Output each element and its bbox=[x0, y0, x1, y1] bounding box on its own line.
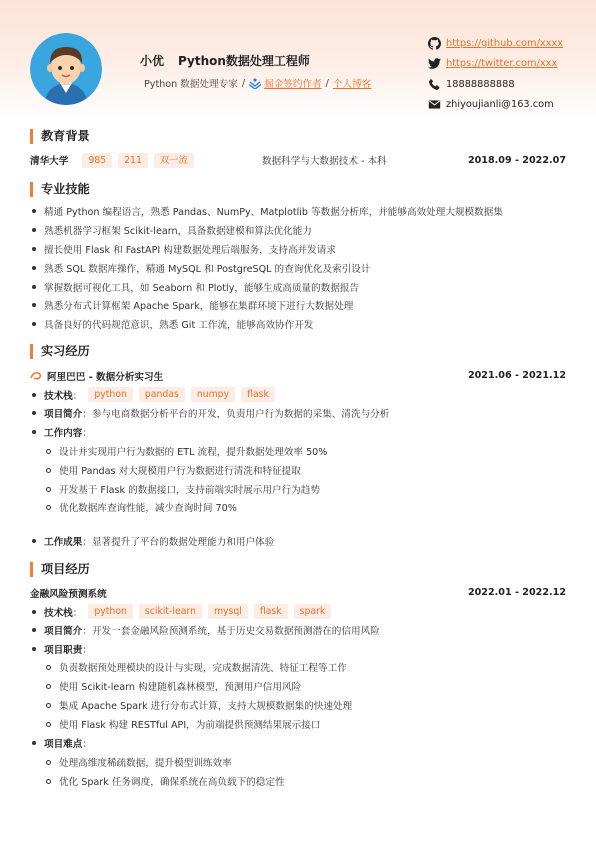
skill-item: 擅长使用 Flask 和 FastAPI 构建数据处理后端服务，支持高并发请求 bbox=[32, 242, 336, 256]
school-tag: 双一流 bbox=[154, 153, 194, 168]
school-tag: 211 bbox=[118, 153, 148, 168]
twitter-link[interactable]: https://twitter.com/xxx bbox=[446, 58, 558, 70]
contact-twitter bbox=[428, 54, 563, 75]
job-title: Python数据处理工程师 bbox=[178, 54, 310, 68]
stack-tag: flask bbox=[254, 604, 288, 619]
duty-item: 使用 Scikit-learn 构建随机森林模型，预测用户信用风险 bbox=[46, 679, 301, 693]
skill-item: 掌握数据可视化工具，如 Seaborn 和 Plotly，能够生成高质量的数据报告 bbox=[32, 280, 359, 294]
difficulty-item: 处理高维度稀疏数据，提升模型训练效率 bbox=[46, 755, 232, 769]
section-title-project: 项目经历 bbox=[30, 562, 90, 577]
education-period: 2018.09 - 2022.07 bbox=[467, 154, 566, 166]
internship-period: 2021.06 - 2021.12 bbox=[467, 370, 566, 381]
project-difficulty-label: 项目难点 ： bbox=[32, 736, 92, 750]
separator: / bbox=[325, 77, 329, 89]
contact-phone bbox=[428, 74, 563, 95]
tagline: Python 数据处理专家 bbox=[144, 79, 238, 90]
separator: / bbox=[241, 77, 246, 89]
stack-tag: flask bbox=[241, 387, 275, 402]
project-header bbox=[30, 585, 566, 600]
difficulty-item: 优化 Spark 任务调度，确保系统在高负载下的稳定性 bbox=[46, 774, 285, 788]
mail-icon bbox=[428, 98, 441, 111]
name-line bbox=[140, 52, 310, 69]
stack-tag: spark bbox=[294, 604, 332, 619]
email-address: zhiyoujianli@163.com bbox=[446, 99, 554, 111]
education-row bbox=[30, 152, 566, 168]
duty-item: 使用 Flask 构建 RESTful API，为前端提供预测结果展示接口 bbox=[46, 717, 320, 731]
skill-item: 熟悉机器学习框架 Scikit-learn，具备数据建模和算法优化能力 bbox=[32, 223, 312, 237]
stack-tag: mysql bbox=[208, 604, 248, 619]
internship-work-label: 工作内容 ： bbox=[32, 425, 92, 439]
skill-item: 熟悉分布式计算框架 Apache Spark，能够在集群环境下进行大数据处理 bbox=[32, 298, 353, 312]
school-tag: 985 bbox=[82, 153, 112, 168]
personal-blog-link[interactable]: 个人博客 bbox=[332, 79, 372, 90]
skill-item: 熟悉 SQL 数据库操作，精通 MySQL 和 PostgreSQL 的查询优化及索引设计 bbox=[32, 261, 370, 275]
contact-email bbox=[428, 95, 563, 116]
project-period: 2022.01 - 2022.12 bbox=[467, 587, 566, 598]
work-item: 设计并实现用户行为数据的 ETL 流程，提升数据处理效率 50% bbox=[46, 444, 327, 458]
work-item: 开发基于 Flask 的数据接口，支持前端实时展示用户行为趋势 bbox=[46, 482, 320, 496]
twitter-icon bbox=[428, 57, 441, 70]
stack-tag: scikit-learn bbox=[139, 604, 202, 619]
company-role: 阿里巴巴 - 数据分析实习生 bbox=[47, 371, 164, 383]
section-title-education: 教育背景 bbox=[30, 129, 90, 144]
skill-item: 具备良好的代码规范意识，熟悉 Git 工作流，能够高效协作开发 bbox=[32, 317, 313, 331]
duty-item: 负责数据预处理模块的设计与实现，完成数据清洗、特征工程等工作 bbox=[46, 660, 347, 674]
school-name: 清华大学 bbox=[30, 156, 69, 167]
contact-list bbox=[428, 33, 563, 115]
stack-tag: python bbox=[88, 604, 133, 619]
project-duty-label: 项目职责 ： bbox=[32, 642, 92, 656]
stack-tag: numpy bbox=[191, 387, 235, 402]
tagline-row bbox=[144, 76, 371, 90]
internship-header bbox=[30, 368, 566, 383]
internship-intro: 项目简介 ： 参与电商数据分析平台的开发，负责用户行为数据的采集、清洗与分析 bbox=[32, 406, 389, 420]
section-title-skills: 专业技能 bbox=[30, 182, 90, 197]
stack-tag: python bbox=[88, 387, 133, 402]
internship-stack: 技术栈 ： python pandas numpy flask bbox=[32, 387, 275, 402]
section-title-internship: 实习经历 bbox=[30, 344, 90, 359]
resume-header bbox=[0, 0, 596, 120]
work-item: 优化数据库查询性能，减少查询时间 70% bbox=[46, 500, 237, 514]
juejin-icon bbox=[249, 77, 261, 89]
github-link[interactable]: https://github.com/xxxx bbox=[446, 37, 564, 49]
stack-tag: pandas bbox=[139, 387, 185, 402]
project-name: 金融风险预测系统 bbox=[30, 588, 107, 600]
alibaba-icon bbox=[30, 371, 42, 381]
project-stack: 技术栈 ： python scikit-learn mysql flask spark bbox=[32, 604, 331, 619]
avatar bbox=[30, 33, 102, 105]
major: 数据科学与大数据技术 - 本科 bbox=[262, 156, 387, 167]
work-item: 使用 Pandas 对大规模用户行为数据进行清洗和特征提取 bbox=[46, 463, 301, 477]
skill-item: 精通 Python 编程语言，熟悉 Pandas、NumPy、Matplotlib 等数据分析库，并能够高效处理大规模数据集 bbox=[32, 204, 503, 218]
phone-number: 18888888888 bbox=[446, 78, 515, 90]
github-icon bbox=[428, 37, 441, 50]
internship-result: 工作成果 ： 显著提升了平台的数据处理能力和用户体验 bbox=[32, 534, 274, 548]
phone-icon bbox=[428, 78, 441, 91]
contact-github bbox=[428, 33, 563, 54]
project-intro: 项目简介 ： 开发一套金融风险预测系统，基于历史交易数据预测潜在的信用风险 bbox=[32, 623, 380, 637]
duty-item: 集成 Apache Spark 进行分布式计算，支持大规模数据集的快速处理 bbox=[46, 698, 352, 712]
candidate-name: 小优 bbox=[140, 54, 165, 68]
juejin-author-link[interactable]: 掘金签约作者 bbox=[264, 79, 322, 90]
